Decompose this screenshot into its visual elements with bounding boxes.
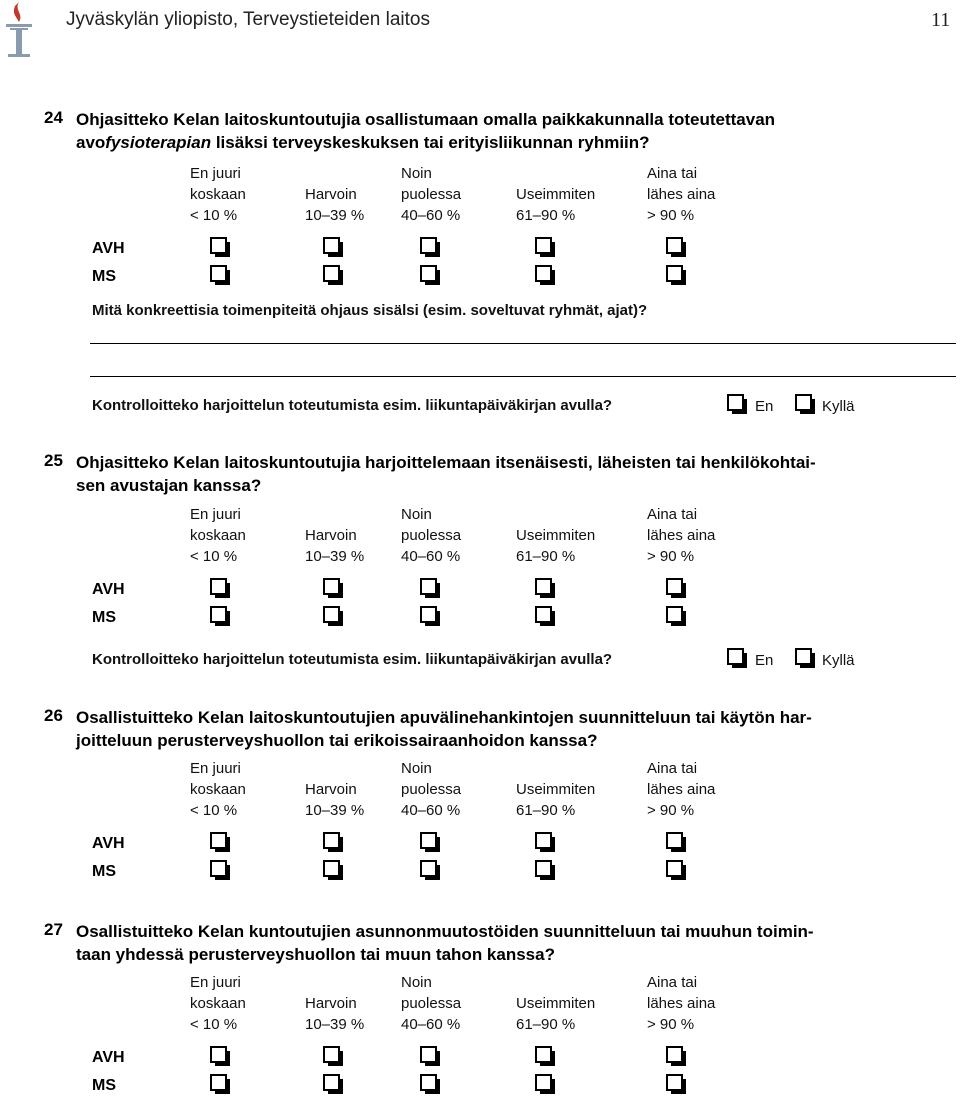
- option-label-no: En: [755, 652, 774, 669]
- question-line: sen avustajan kanssa?: [76, 476, 262, 495]
- question-line: joitteluun perusterveyshuollon tai erikoissairaanhoidon kanssa?: [76, 731, 598, 750]
- answer-line: [90, 343, 956, 344]
- rating-checkbox[interactable]: [666, 832, 683, 849]
- column-header: Aina tai: [647, 974, 698, 991]
- column-header: > 90 %: [647, 548, 695, 565]
- column-header: Aina tai: [647, 760, 698, 777]
- rating-checkbox[interactable]: [323, 578, 340, 595]
- column-header: Useimmiten: [516, 186, 596, 203]
- row-label: MS: [92, 609, 116, 626]
- column-header: Harvoin: [305, 186, 357, 203]
- question-line: [76, 131, 936, 154]
- question-number: 26: [44, 706, 63, 725]
- rating-checkbox[interactable]: [210, 832, 227, 849]
- rating-checkbox[interactable]: [420, 606, 437, 623]
- column-header: 40–60 %: [401, 1016, 461, 1033]
- rating-checkbox[interactable]: [210, 265, 227, 282]
- rating-checkbox[interactable]: [535, 237, 552, 254]
- column-header: Harvoin: [305, 527, 357, 544]
- column-header: Aina tai: [647, 165, 698, 182]
- question-number: 27: [44, 920, 63, 939]
- option-label-no: En: [755, 398, 774, 415]
- column-header: 40–60 %: [401, 802, 461, 819]
- rating-checkbox[interactable]: [535, 265, 552, 282]
- question-text: [76, 451, 946, 497]
- rating-checkbox[interactable]: [666, 606, 683, 623]
- question-number: 24: [44, 108, 63, 127]
- rating-checkbox[interactable]: [210, 1046, 227, 1063]
- option-label-yes: Kyllä: [822, 398, 855, 415]
- column-header: lähes aina: [647, 995, 716, 1012]
- column-header: Useimmiten: [516, 781, 596, 798]
- column-header: Noin: [401, 760, 432, 777]
- column-header: En juuri: [190, 506, 241, 523]
- column-header: lähes aina: [647, 527, 716, 544]
- rating-checkbox[interactable]: [666, 237, 683, 254]
- text-fragment-italic: fysioterapian: [105, 133, 212, 152]
- column-header: 61–90 %: [516, 802, 576, 819]
- rating-checkbox[interactable]: [666, 1046, 683, 1063]
- rating-checkbox[interactable]: [420, 860, 437, 877]
- row-label: AVH: [92, 1049, 125, 1066]
- text-fragment: avo: [76, 133, 106, 152]
- rating-checkbox[interactable]: [323, 606, 340, 623]
- column-header: En juuri: [190, 165, 241, 182]
- column-header: puolessa: [401, 186, 462, 203]
- checkbox-yes[interactable]: [795, 394, 812, 411]
- rating-checkbox[interactable]: [535, 606, 552, 623]
- row-label: AVH: [92, 581, 125, 598]
- column-header: 10–39 %: [305, 207, 365, 224]
- column-header: lähes aina: [647, 781, 716, 798]
- column-header: koskaan: [190, 781, 246, 798]
- column-header: 10–39 %: [305, 1016, 365, 1033]
- question-line: taan yhdessä perusterveyshuollon tai muun tahon kanssa?: [76, 945, 555, 964]
- rating-checkbox[interactable]: [666, 1074, 683, 1091]
- rating-checkbox[interactable]: [420, 1074, 437, 1091]
- rating-checkbox[interactable]: [535, 1046, 552, 1063]
- question-line: Osallistuitteko Kelan kuntoutujien asunnonmuutostöiden suunnitteluun tai muuhun toimin-: [76, 922, 814, 941]
- page-number: 11: [931, 9, 951, 31]
- column-header: < 10 %: [190, 207, 238, 224]
- checkbox-yes[interactable]: [795, 648, 812, 665]
- rating-checkbox[interactable]: [210, 1074, 227, 1091]
- rating-checkbox[interactable]: [323, 1046, 340, 1063]
- question-line: Ohjasitteko Kelan laitoskuntoutujia osallistumaan omalla paikkakunnalla toteutettavan: [76, 110, 776, 129]
- rating-checkbox[interactable]: [420, 237, 437, 254]
- column-header: lähes aina: [647, 186, 716, 203]
- rating-checkbox[interactable]: [420, 1046, 437, 1063]
- rating-checkbox[interactable]: [666, 860, 683, 877]
- question-number: 25: [44, 451, 63, 470]
- column-header: 61–90 %: [516, 1016, 576, 1033]
- column-header: Noin: [401, 165, 432, 182]
- column-header: Noin: [401, 974, 432, 991]
- rating-checkbox[interactable]: [210, 606, 227, 623]
- question-line: Ohjasitteko Kelan laitoskuntoutujia harjoittelemaan itsenäisesti, läheisten tai henkilökohtai-: [76, 453, 816, 472]
- header-title: Jyväskylän yliopisto, Terveystieteiden laitos: [66, 9, 430, 30]
- column-header: 10–39 %: [305, 802, 365, 819]
- column-header: puolessa: [401, 527, 462, 544]
- rating-checkbox[interactable]: [210, 578, 227, 595]
- subquestion-text: Mitä konkreettisia toimenpiteitä ohjaus sisälsi (esim. soveltuvat ryhmät, ajat)?: [92, 302, 648, 319]
- rating-checkbox[interactable]: [323, 832, 340, 849]
- row-label: AVH: [92, 835, 125, 852]
- column-header: puolessa: [401, 995, 462, 1012]
- column-header: < 10 %: [190, 548, 238, 565]
- column-header: Useimmiten: [516, 527, 596, 544]
- rating-checkbox[interactable]: [210, 860, 227, 877]
- column-header: Aina tai: [647, 506, 698, 523]
- checkbox-no[interactable]: [727, 394, 744, 411]
- column-header: > 90 %: [647, 207, 695, 224]
- text-fragment: lisäksi terveyskeskuksen tai erityisliikunnan ryhmiin?: [211, 133, 650, 152]
- checkbox-no[interactable]: [727, 648, 744, 665]
- column-header: > 90 %: [647, 1016, 695, 1033]
- column-header: koskaan: [190, 995, 246, 1012]
- question-text: [76, 108, 936, 154]
- column-header: 40–60 %: [401, 207, 461, 224]
- column-header: koskaan: [190, 186, 246, 203]
- column-header: En juuri: [190, 760, 241, 777]
- subquestion-text: Kontrolloitteko harjoittelun toteutumista esim. liikuntapäiväkirjan avulla?: [92, 397, 613, 414]
- rating-checkbox[interactable]: [535, 1074, 552, 1091]
- column-header: Noin: [401, 506, 432, 523]
- rating-checkbox[interactable]: [323, 265, 340, 282]
- column-header: Useimmiten: [516, 995, 596, 1012]
- question-line: Osallistuitteko Kelan laitoskuntoutujien apuvälinehankintojen suunnitteluun tai käytön har-: [76, 708, 812, 727]
- rating-checkbox[interactable]: [420, 578, 437, 595]
- subquestion-text: Kontrolloitteko harjoittelun toteutumista esim. liikuntapäiväkirjan avulla?: [92, 651, 613, 668]
- rating-checkbox[interactable]: [420, 265, 437, 282]
- rating-checkbox[interactable]: [210, 237, 227, 254]
- rating-checkbox[interactable]: [323, 860, 340, 877]
- row-label: MS: [92, 863, 116, 880]
- column-header: puolessa: [401, 781, 462, 798]
- university-logo-icon: [2, 0, 36, 62]
- column-header: En juuri: [190, 974, 241, 991]
- answer-line: [90, 376, 956, 377]
- column-header: koskaan: [190, 527, 246, 544]
- option-label-yes: Kyllä: [822, 652, 855, 669]
- row-label: AVH: [92, 240, 125, 257]
- column-header: 10–39 %: [305, 548, 365, 565]
- column-header: < 10 %: [190, 802, 238, 819]
- rating-checkbox[interactable]: [535, 832, 552, 849]
- column-header: > 90 %: [647, 802, 695, 819]
- question-text: [76, 920, 946, 966]
- rating-checkbox[interactable]: [323, 1074, 340, 1091]
- rating-checkbox[interactable]: [420, 832, 437, 849]
- row-label: MS: [92, 1077, 116, 1094]
- rating-checkbox[interactable]: [535, 578, 552, 595]
- row-label: MS: [92, 268, 116, 285]
- column-header: < 10 %: [190, 1016, 238, 1033]
- rating-checkbox[interactable]: [666, 578, 683, 595]
- rating-checkbox[interactable]: [666, 265, 683, 282]
- column-header: 40–60 %: [401, 548, 461, 565]
- column-header: 61–90 %: [516, 548, 576, 565]
- column-header: Harvoin: [305, 995, 357, 1012]
- rating-checkbox[interactable]: [535, 860, 552, 877]
- column-header: 61–90 %: [516, 207, 576, 224]
- question-text: [76, 706, 946, 752]
- rating-checkbox[interactable]: [323, 237, 340, 254]
- column-header: Harvoin: [305, 781, 357, 798]
